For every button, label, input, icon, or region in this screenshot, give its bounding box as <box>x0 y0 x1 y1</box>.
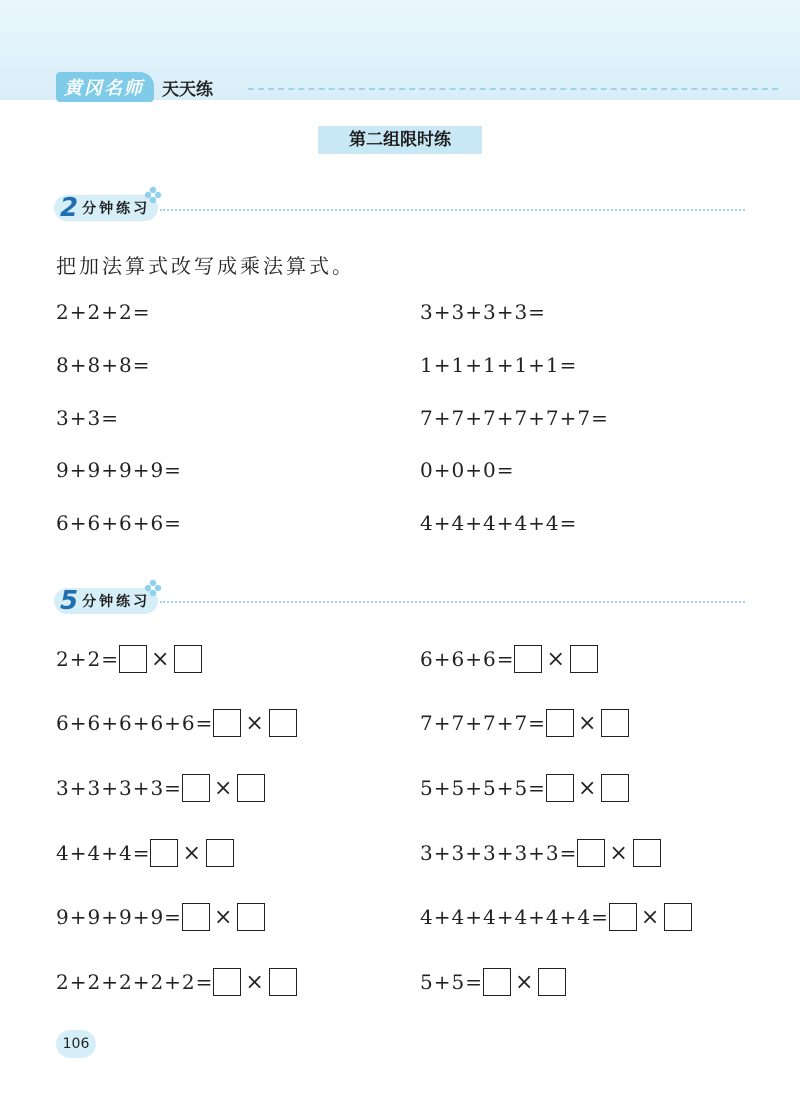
equation-text: 2+2+2+2+2= <box>56 970 214 994</box>
equation-text: 3+3+3+3= <box>56 776 182 800</box>
fill-equation <box>56 838 234 868</box>
equation-text: 7+7+7+7= <box>420 711 546 735</box>
answer-box[interactable] <box>483 968 511 996</box>
practice-2-badge <box>54 588 158 614</box>
equation-item: 6+6+6+6= <box>56 511 182 535</box>
equation-item: 0+0+0= <box>420 458 515 482</box>
section-title: 第二组限时练 <box>318 126 482 154</box>
fill-equation <box>56 902 265 932</box>
practice-2-number: 5 <box>60 586 79 616</box>
fill-equation <box>56 708 297 738</box>
answer-box[interactable] <box>269 968 297 996</box>
equation-item: 4+4+4+4+4= <box>420 511 578 535</box>
answer-box[interactable] <box>577 839 605 867</box>
answer-box[interactable] <box>601 774 629 802</box>
practice-2-label: 分钟练习 <box>82 594 151 610</box>
times-symbol: × <box>150 646 171 672</box>
times-symbol: × <box>577 775 598 801</box>
answer-box[interactable] <box>237 903 265 931</box>
answer-box[interactable] <box>182 903 210 931</box>
fill-equation <box>420 838 661 868</box>
answer-box[interactable] <box>514 645 542 673</box>
answer-box[interactable] <box>664 903 692 931</box>
equation-text: 3+3+3+3+3= <box>420 841 578 865</box>
fill-equation <box>420 967 566 997</box>
answer-box[interactable] <box>174 645 202 673</box>
answer-box[interactable] <box>609 903 637 931</box>
page-number: 106 <box>56 1030 96 1058</box>
equation-item: 2+2+2= <box>56 300 151 324</box>
equation-item: 9+9+9+9= <box>56 458 182 482</box>
fill-equation <box>56 644 202 674</box>
times-symbol: × <box>609 840 629 866</box>
fill-equation <box>56 773 265 803</box>
answer-box[interactable] <box>182 774 210 802</box>
answer-box[interactable] <box>269 709 297 737</box>
equation-text: 2+2= <box>56 647 119 671</box>
answer-box[interactable] <box>213 709 241 737</box>
times-symbol: × <box>245 710 265 736</box>
instruction-text: 把加法算式改写成乘法算式。 <box>56 254 355 278</box>
times-symbol: × <box>213 775 234 801</box>
brand-subtitle: 天天练 <box>162 79 213 100</box>
header-divider <box>248 88 778 90</box>
flower-icon <box>144 579 162 597</box>
answer-box[interactable] <box>601 709 629 737</box>
times-symbol: × <box>514 969 535 995</box>
equation-text: 4+4+4+4+4+4= <box>420 905 609 929</box>
equation-item: 7+7+7+7+7+7= <box>420 406 609 430</box>
times-symbol: × <box>577 710 598 736</box>
practice-1-dotline <box>160 209 745 211</box>
practice-2-dotline <box>160 601 745 603</box>
equation-text: 4+4+4= <box>56 841 151 865</box>
fill-equation <box>420 644 598 674</box>
equation-text: 9+9+9+9= <box>56 905 182 929</box>
equation-text: 5+5+5+5= <box>420 776 546 800</box>
practice-1-heading <box>54 192 158 224</box>
equation-item: 1+1+1+1+1= <box>420 353 578 377</box>
answer-box[interactable] <box>213 968 241 996</box>
equation-text: 6+6+6+6+6= <box>56 711 214 735</box>
answer-box[interactable] <box>546 774 574 802</box>
times-symbol: × <box>182 840 202 866</box>
equation-text: 6+6+6= <box>420 647 515 671</box>
brand-logo: 黄冈名师 <box>56 72 154 102</box>
answer-box[interactable] <box>150 839 178 867</box>
fill-equation <box>420 773 629 803</box>
equation-item: 3+3+3+3= <box>420 300 546 324</box>
fill-equation <box>420 902 692 932</box>
equation-item: 3+3= <box>56 406 119 430</box>
practice-2-heading <box>54 585 158 617</box>
equation-item: 8+8+8= <box>56 353 151 377</box>
answer-box[interactable] <box>633 839 661 867</box>
answer-box[interactable] <box>570 645 598 673</box>
equation-text: 5+5= <box>420 970 483 994</box>
times-symbol: × <box>546 646 566 672</box>
answer-box[interactable] <box>119 645 147 673</box>
answer-box[interactable] <box>206 839 234 867</box>
answer-box[interactable] <box>538 968 566 996</box>
practice-1-label: 分钟练习 <box>82 201 151 217</box>
fill-equation <box>56 967 297 997</box>
practice-1-badge <box>54 195 158 221</box>
times-symbol: × <box>213 904 234 930</box>
times-symbol: × <box>245 969 265 995</box>
answer-box[interactable] <box>237 774 265 802</box>
times-symbol: × <box>640 904 661 930</box>
answer-box[interactable] <box>546 709 574 737</box>
brand <box>56 72 213 102</box>
practice-1-number: 2 <box>60 193 79 223</box>
fill-equation <box>420 708 629 738</box>
flower-icon <box>144 186 162 204</box>
